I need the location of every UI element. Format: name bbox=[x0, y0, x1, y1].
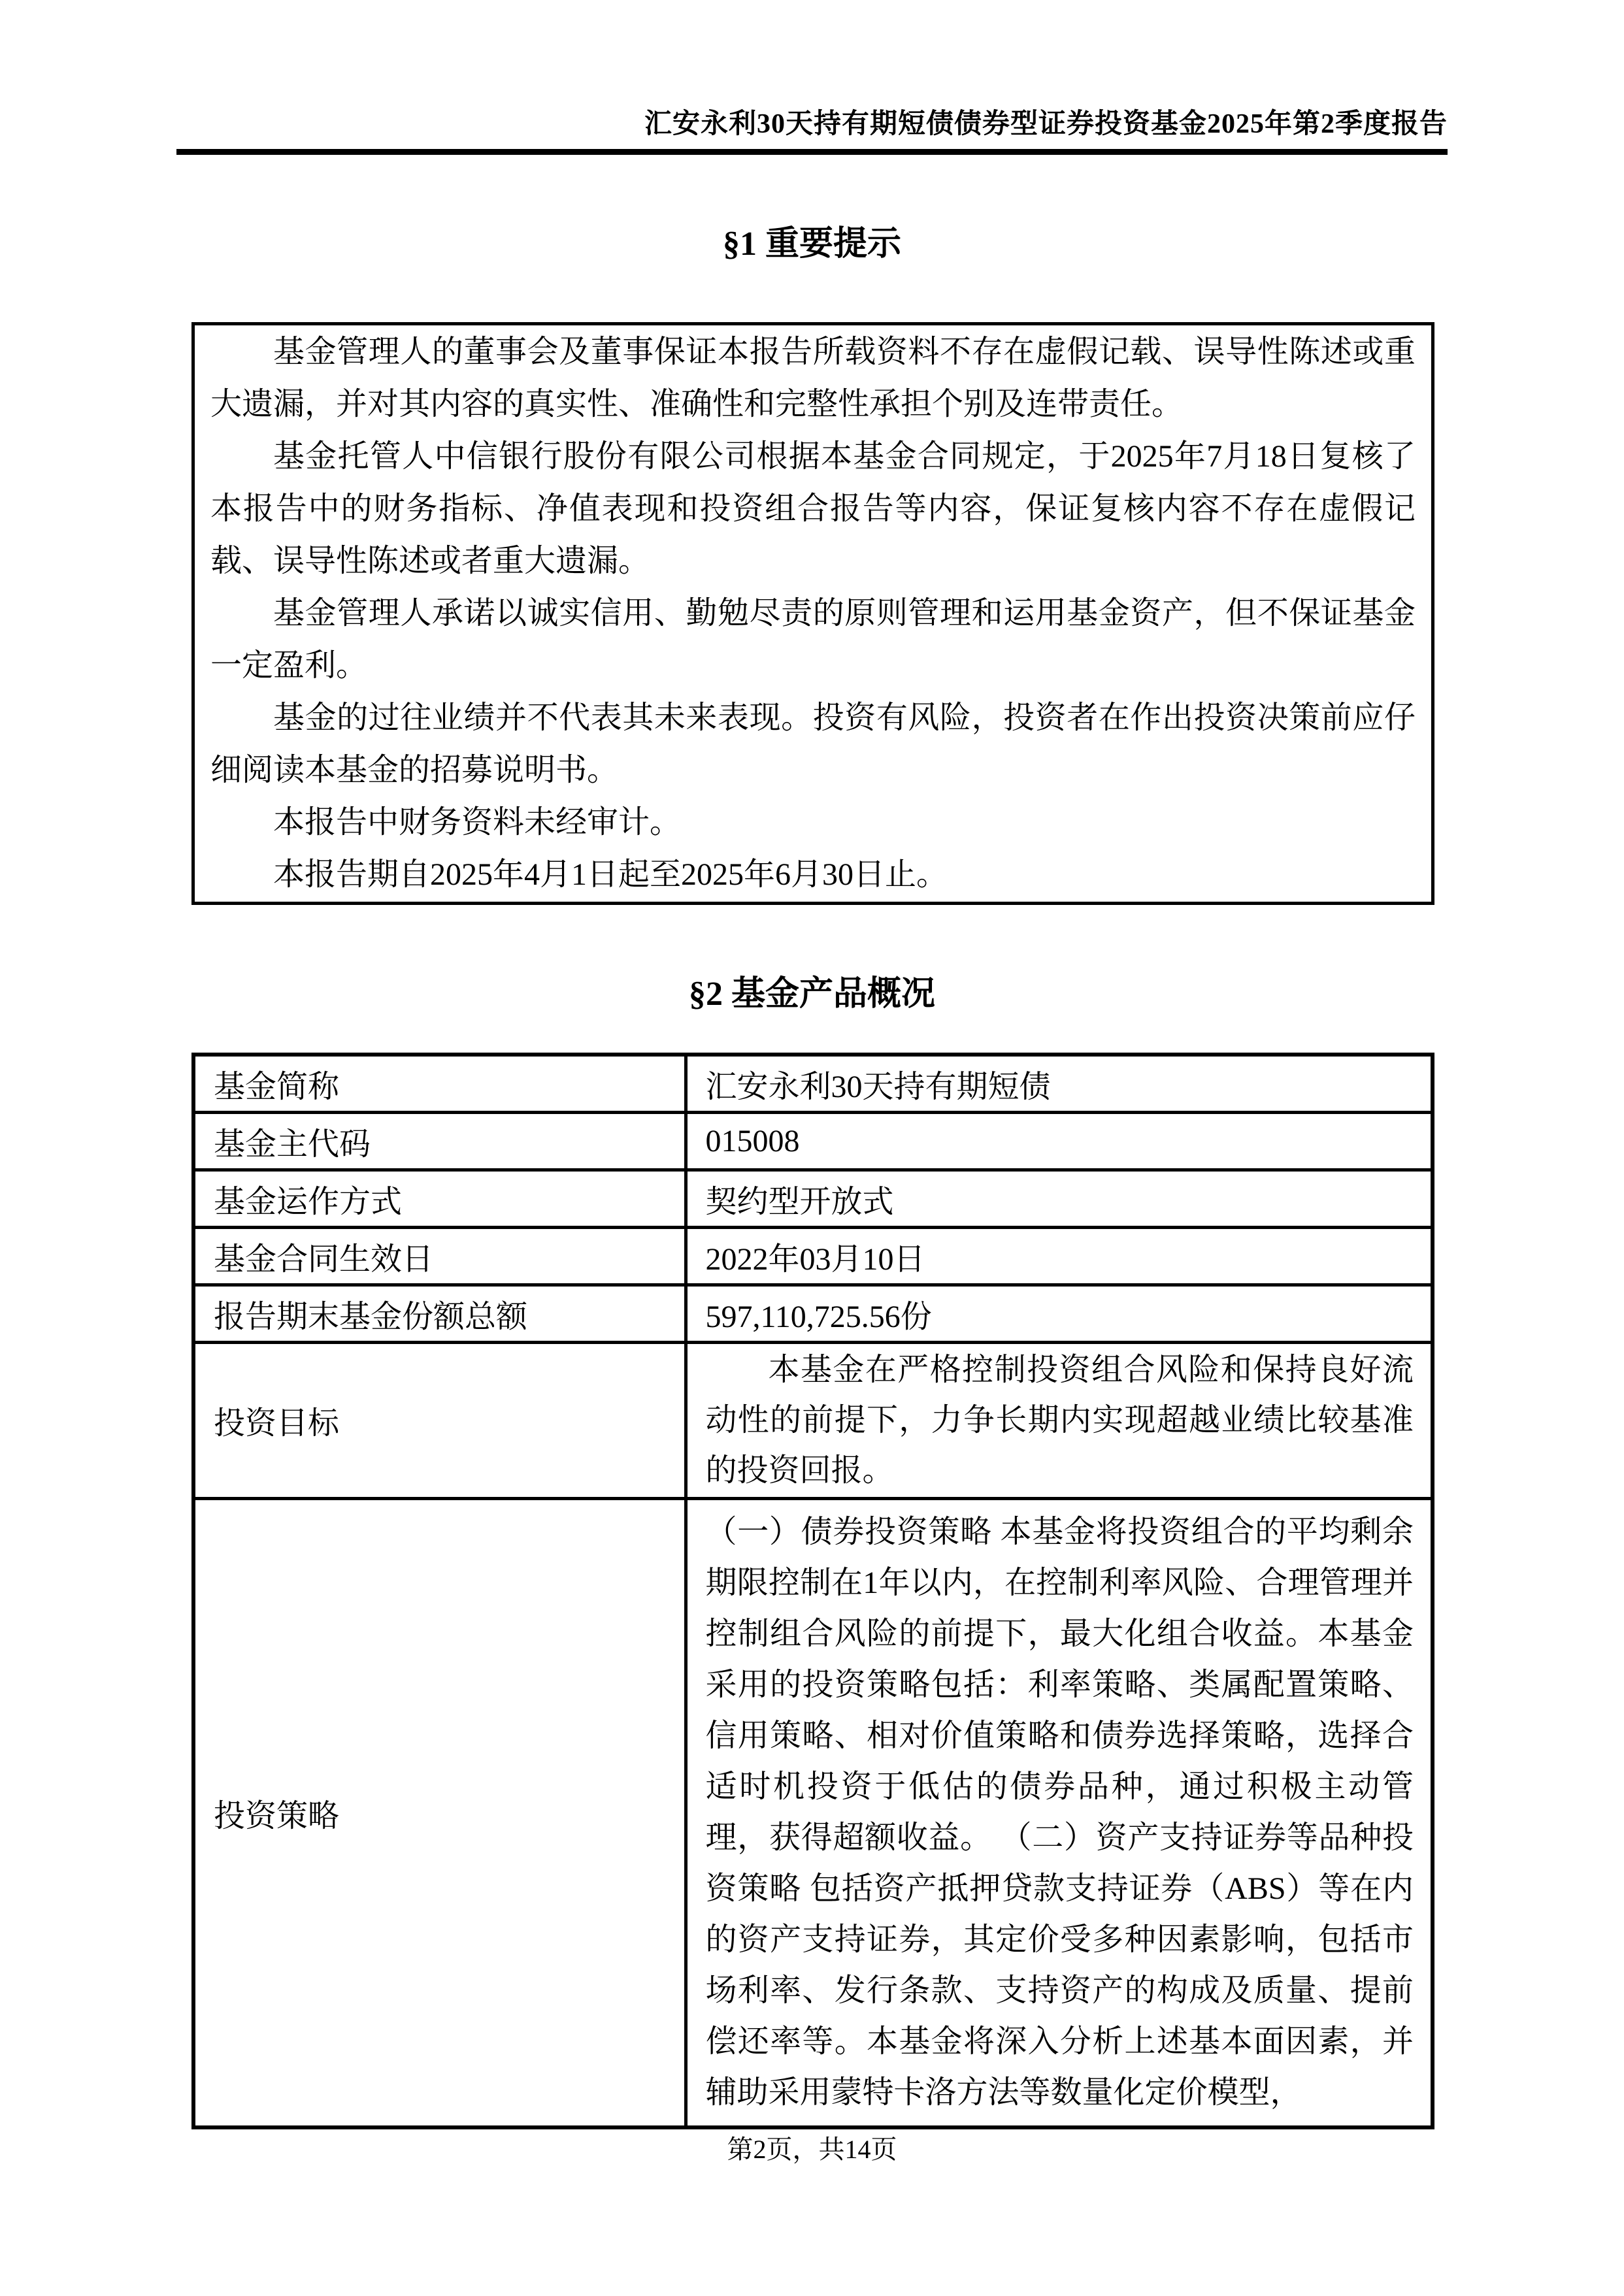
fund-overview-table bbox=[191, 1053, 1434, 2129]
notice-paragraph: 基金的过往业绩并不代表其未来表现。投资有风险，投资者在作出投资决策前应仔细阅读本基金的招募说明书。 bbox=[210, 700, 1416, 787]
table-row bbox=[193, 1112, 1433, 1170]
investment-strategy-text: （一）债券投资策略 本基金将投资组合的平均剩余期限控制在1年以内，在控制利率风险、合理管理并控制组合风险的前提下，最大化组合收益。本基金采用的投资策略包括：利率策略、类属配置策略、信用策略、相对价值策略和债券选择策略，选择合适时机投资于低估的债券品种，通过积极主动管理，获得超额收益。 （二）资产支持证券等品种投资策略 包括资产抵押贷款支持证券（ABS）等在内的资产支持证券，其定价受多种因素影响，包括市场利率、发行条款、支持资产的构成及质量、提前偿还率等。本基金将深入分析上述基本面因素，并辅助采用蒙特卡洛方法等数量化定价模型， bbox=[705, 1515, 1414, 2110]
report-header-title: 汇安永利30天持有期短债债券型证券投资基金2025年第2季度报告 bbox=[644, 109, 1448, 139]
table-row bbox=[193, 1170, 1433, 1227]
row-label-contract-effective-date: 基金合同生效日 bbox=[193, 1227, 686, 1285]
row-label-fund-code: 基金主代码 bbox=[193, 1112, 686, 1170]
header-rule bbox=[176, 149, 1448, 155]
table-row bbox=[193, 1227, 1433, 1285]
section2-title: §2 基金产品概况 bbox=[688, 976, 935, 1013]
row-value-total-shares: 597,110,725.56份 bbox=[686, 1285, 1433, 1342]
investment-goal-text: 本基金在严格控制投资组合风险和保持良好流动性的前提下，力争长期内实现超越业绩比较基准的投资回报。 bbox=[705, 1353, 1414, 1488]
row-label-investment-goal: 投资目标 bbox=[193, 1342, 686, 1498]
notice-paragraph: 基金管理人承诺以诚实信用、勤勉尽责的原则管理和运用基金资产，但不保证基金一定盈利。 bbox=[210, 596, 1416, 683]
notice-paragraph: 基金托管人中信银行股份有限公司根据本基金合同规定，于2025年7月18日复核了本报告中的财务指标、净值表现和投资组合报告等内容，保证复核内容不存在虚假记载、误导性陈述或者重大遗漏。 bbox=[210, 439, 1416, 578]
table-row bbox=[193, 1342, 1433, 1498]
table-row bbox=[193, 1498, 1433, 2127]
page-footer: 第2页，共14页 bbox=[727, 2135, 897, 2164]
notice-paragraph: 基金管理人的董事会及董事保证本报告所载资料不存在虚假记载、误导性陈述或重大遗漏，并对其内容的真实性、准确性和完整性承担个别及连带责任。 bbox=[210, 335, 1416, 421]
row-label-investment-strategy: 投资策略 bbox=[193, 1498, 686, 2127]
table-row bbox=[193, 1055, 1433, 1112]
row-label-operation-mode: 基金运作方式 bbox=[193, 1170, 686, 1227]
row-value-fund-short-name: 汇安永利30天持有期短债 bbox=[686, 1055, 1433, 1112]
row-value-contract-effective-date: 2022年03月10日 bbox=[686, 1227, 1433, 1285]
row-value-operation-mode: 契约型开放式 bbox=[686, 1170, 1433, 1227]
important-notice-box bbox=[191, 322, 1434, 905]
row-value-investment-goal bbox=[686, 1342, 1433, 1498]
section1-title: §1 重要提示 bbox=[722, 225, 901, 263]
row-label-fund-short-name: 基金简称 bbox=[193, 1055, 686, 1112]
notice-paragraph: 本报告期自2025年4月1日起至2025年6月30日止。 bbox=[273, 857, 948, 892]
row-value-fund-code: 015008 bbox=[686, 1112, 1433, 1170]
row-label-total-shares: 报告期末基金份额总额 bbox=[193, 1285, 686, 1342]
notice-paragraph: 本报告中财务资料未经审计。 bbox=[273, 805, 682, 840]
row-value-investment-strategy bbox=[686, 1498, 1433, 2127]
table-row bbox=[193, 1285, 1433, 1342]
